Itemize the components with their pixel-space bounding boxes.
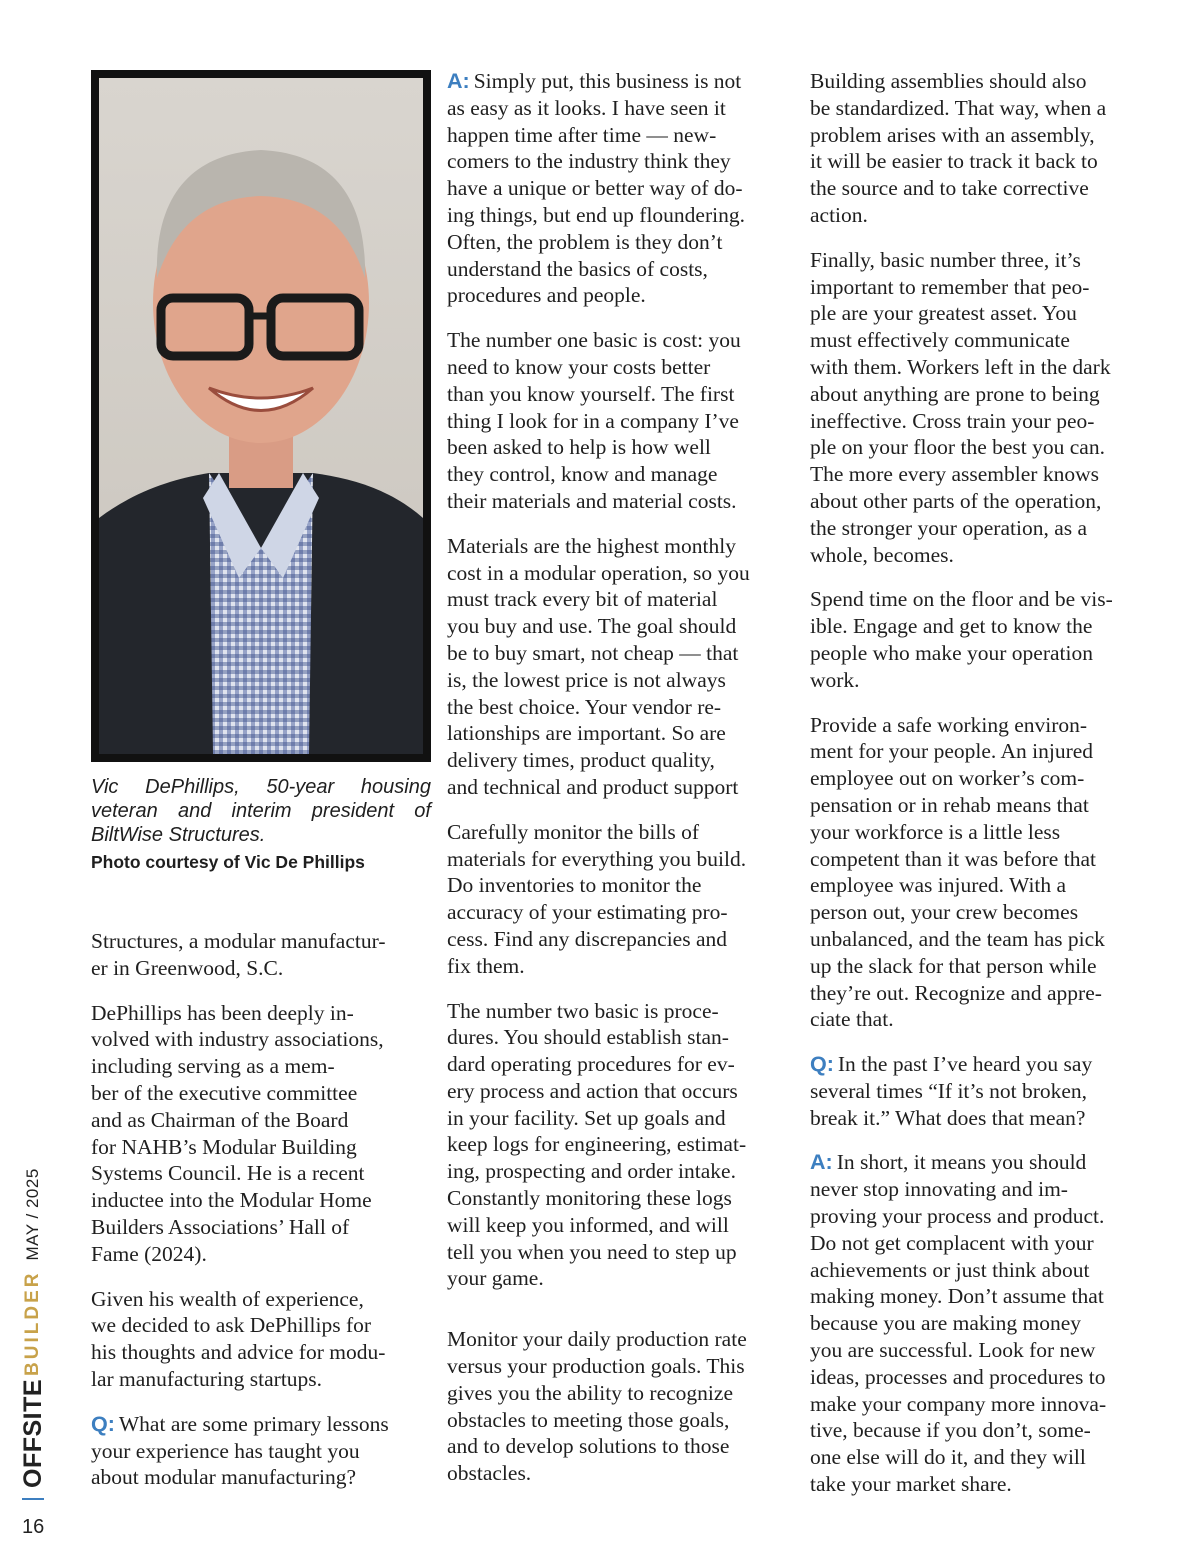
question-2 — [810, 1051, 1160, 1131]
question-1 — [91, 1411, 433, 1491]
paragraph: Given his wealth of experience, we decided to ask DePhillips for his thoughts and advice for modu- lar manufacturing startups. — [91, 1286, 386, 1391]
brand-builder: BUILDER — [22, 1270, 43, 1376]
photo-credit: Photo courtesy of Vic De Phillips — [91, 852, 365, 872]
paragraph: Structures, a modular manufactur- er in Greenwood, S.C. — [91, 929, 386, 980]
column-1 — [91, 928, 433, 1509]
answer-2 — [810, 1149, 1160, 1497]
paragraph: Finally, basic number three, it’s important to remember that peo- ple are your greatest asset. You must effectively communicate with them. Workers left in the dark about anything are prone to being ineffective. Cross train your peo- ple on your floor the best you can. The more every assembler knows about other parts of the operation, the stronger your operation, as a whole, becomes. — [810, 247, 1111, 567]
answer-text: Simply put, this business is not as easy as it looks. I have seen it happen time after time — new- comers to the industry think they have a unique or better way of do- ing things, but end up floundering. Often, the problem is they don’t understand the basics of costs, procedures and people. — [447, 69, 745, 308]
column-2 — [447, 68, 795, 1505]
brand-offsite: OFFSITE — [18, 1378, 47, 1488]
paragraph: Carefully monitor the bills of materials for everything you build. Do inventories to monitor the accuracy of your estimating pro- cess. Find any discrepancies and fix them. — [447, 819, 747, 978]
paragraph: The number one basic is cost: you need to know your costs better than you know yourself. The first thing I look for in a company I’ve been asked to help is how well they control, know and manage their materials and material costs. — [447, 328, 741, 513]
question-text: In the past I’ve heard you say several times “If it’s not broken, break it.” What does that mean? — [810, 1052, 1093, 1130]
question-text: What are some primary lessons your experience has taught you about modular manufacturing? — [91, 1411, 389, 1490]
answer-label: A: — [447, 69, 470, 93]
portrait-photo-icon — [99, 78, 423, 754]
paragraph: Spend time on the floor and be vis- ible. Engage and get to know the people who make your operation work. — [810, 587, 1113, 692]
paragraph: Building assemblies should also be standardized. That way, when a problem arises with an assembly, it will be easier to track it back to the source and to take corrective action. — [810, 69, 1107, 227]
portrait-photo — [91, 70, 431, 762]
paragraph: The number two basic is proce- dures. You should establish stan- dard operating procedures for ev- ery process and action that occurs in your facility. Set up goals and keep logs for engineering, estimat- ing, prospecting and order intake. Constantly monitoring these logs will keep you informed, and will tell you when you need to step up your game. — [447, 998, 747, 1291]
issue-date: MAY / 2025 — [23, 1168, 42, 1261]
answer-text: In short, it means you should never stop innovating and im- proving your process and product. Do not get complacent with your achievements or just think about making money. Don’t assume that because you are making money you are successful. Look for new ideas, processes and procedures to make your company more innova- tive, because if you don’t, some- one else will do it, and they will take your market share. — [810, 1150, 1107, 1497]
paragraph: Monitor your daily production rate versus your production goals. This gives you the ability to recognize obstacles to meeting those goals, and to develop solutions to those obstacles. — [447, 1327, 747, 1486]
question-label: Q: — [810, 1052, 834, 1077]
folio-divider — [22, 1498, 44, 1500]
paragraph: Materials are the highest monthly cost in a modular operation, so you must track every bit of material you buy and use. The goal should be to buy smart, not cheap — that is, the lowest price is not always the best choice. Your vendor re- lationships are important. So are delivery times, product quality, and technical and product support — [447, 533, 750, 799]
caption-text: Vic DePhillips, 50-year housing veteran and interim president of BiltWise Structures. — [91, 776, 431, 846]
answer-label: A: — [810, 1150, 833, 1175]
question-label: Q: — [91, 1411, 115, 1436]
paragraph: Provide a safe working environ- ment for your people. An injured employee out on worker’s com- pensation or in rehab means that your workforce is a little less competent than it was before that employee was injured. With a person out, your crew becomes unbalanced, and the team has pick up the slack for that person while they’re out. Recognize and appre- ciate that. — [810, 712, 1105, 1032]
paragraph: DePhillips has been deeply in- volved with industry associations, including serving as a mem- ber of the executive committee and as Chairman of the Board for NAHB’s Modular Building Systems Council. He is a recent inductee into the Modular Home Builders Associations’ Hall of Fame (2024). — [91, 1000, 384, 1266]
photo-caption — [91, 775, 431, 874]
column-3 — [810, 68, 1160, 1516]
magazine-folio — [20, 1168, 46, 1500]
page-number: 16 — [22, 1516, 45, 1538]
answer-1 — [447, 68, 795, 309]
